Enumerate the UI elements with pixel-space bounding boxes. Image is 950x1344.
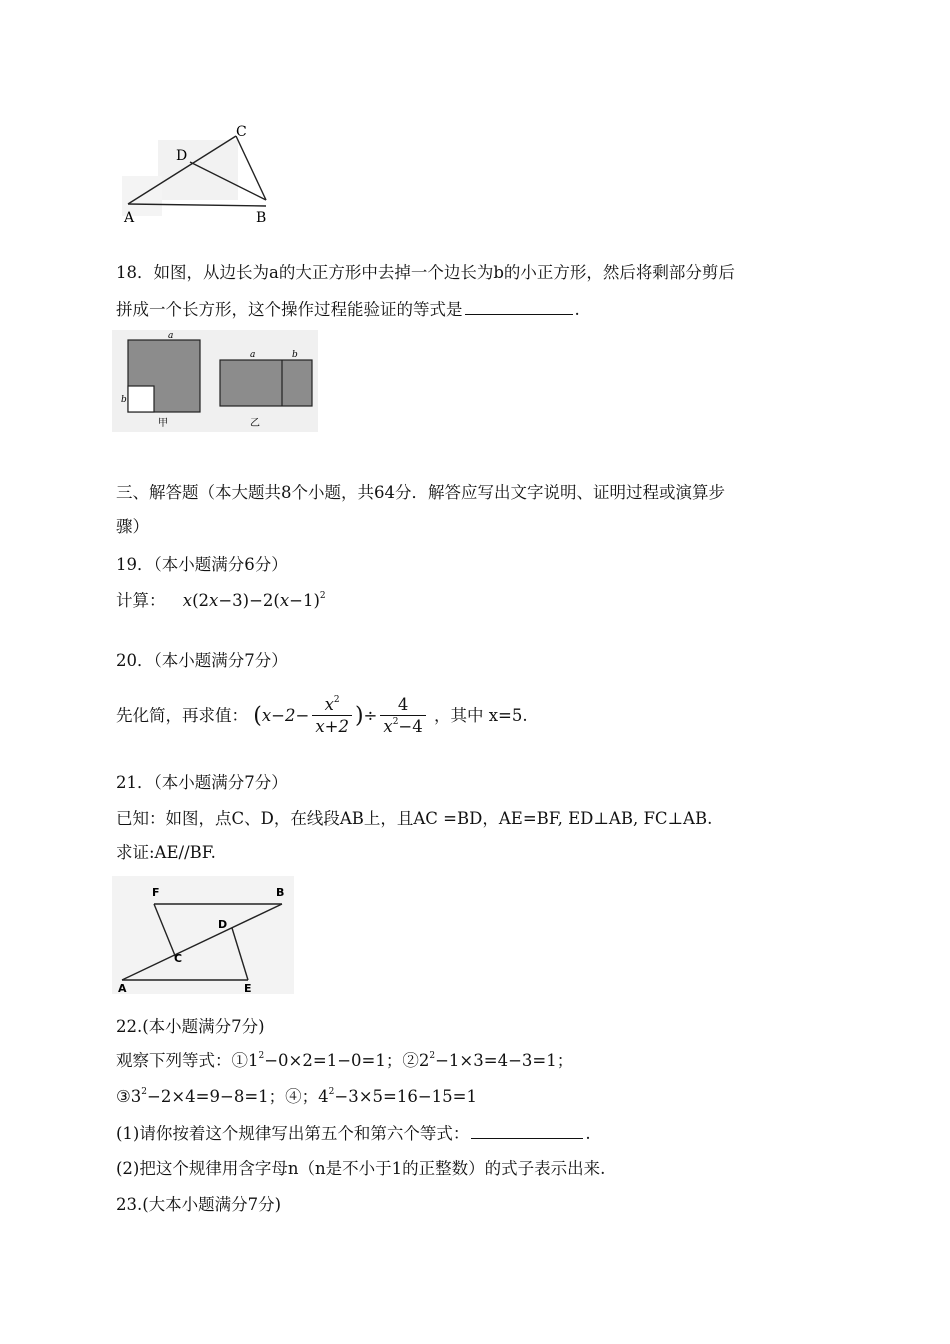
q22-header: 22.(本小题满分7分) — [116, 1017, 265, 1036]
label-e: E — [244, 982, 252, 994]
q22-exp: 2 — [258, 1051, 265, 1061]
q22-line1-a: 观察下列等式：①1 — [116, 1051, 259, 1070]
q22-exp: 2 — [429, 1051, 436, 1061]
q20-header: 20．（本小题满分7分） — [116, 651, 288, 670]
q22-exp: 2 — [328, 1087, 335, 1097]
q22-line1-c: −1×3=4−3=1； — [435, 1051, 574, 1070]
q21-line1: 已知：如图，点C、D，在线段AB上，且AC =BD，AE=BF, ED⊥AB, FC⊥AB. — [116, 809, 713, 828]
q20-div: ÷ — [363, 706, 378, 725]
q22-line1 — [116, 1050, 573, 1072]
q20-expression: (x−2− $\frac{x^2}{x+2}$ )÷ $\frac{4}{x^2-4}$ — [253, 706, 434, 725]
q21-figure — [112, 876, 294, 994]
q21-header: 21．（本小题满分7分） — [116, 773, 288, 792]
q18-line2-text: 拼成一个长方形，这个操作过程能验证的等式是 — [116, 300, 463, 319]
q20-exp: 2 — [392, 717, 399, 727]
q20-prefix: 先化简，再求值： — [116, 706, 248, 725]
q22-line2-c: −3×5=16−15=1 — [334, 1087, 478, 1106]
q19-part: −1) — [289, 591, 320, 610]
q22-line2-a: ③3 — [116, 1087, 142, 1106]
q22-line1-b: −0×2=1−0=1；②2 — [264, 1051, 430, 1070]
right-label-b: b — [292, 350, 298, 360]
q20-expression-line — [116, 694, 528, 739]
q20-exp: 2 — [333, 695, 340, 705]
q20-fraction-1 — [312, 695, 352, 738]
label-a: A — [118, 982, 127, 994]
q22-exp: 2 — [141, 1087, 148, 1097]
q19-part: −3)−2( — [218, 591, 280, 610]
squares-figure — [112, 330, 318, 432]
section3-line1: 三、解答题（本大题共8个小题，共64分．解答应写出文字说明、证明过程或演算步 — [116, 483, 725, 502]
q22-line2 — [116, 1086, 477, 1108]
q22-part1 — [116, 1122, 591, 1145]
left-caption: 甲 — [158, 418, 168, 429]
q20-den2-tail: −4 — [398, 717, 423, 736]
label-c: C — [174, 952, 183, 965]
q20-num1: x — [324, 695, 334, 714]
q22-part1-end: . — [585, 1124, 591, 1143]
q20-part: x−2− — [261, 706, 310, 725]
label-b: B — [256, 210, 267, 226]
q22-part2: (2)把这个规律用含字母n（n是不小于1的正整数）的式子表示出来. — [116, 1159, 606, 1178]
q20-den1: x+2 — [315, 717, 349, 736]
q20-den2: x — [383, 717, 393, 736]
q22-part1-text: (1)请你按着这个规律写出第五个和第六个等式： — [116, 1124, 470, 1143]
label-d: D — [176, 148, 188, 164]
q20-num2: 4 — [380, 695, 425, 716]
q19-part: (2 — [192, 591, 209, 610]
label-d: D — [218, 918, 228, 931]
q19-expression — [183, 591, 326, 610]
q19-exponent: 2 — [319, 591, 326, 601]
right-caption: 乙 — [250, 418, 260, 429]
section3-line2: 骤） — [116, 517, 149, 536]
q18-line1: 18．如图，从边长为a的大正方形中去掉一个边长为b的小正方形，然后将剩部分剪后 — [116, 263, 735, 282]
q19-var: x — [209, 591, 219, 610]
q23-header: 23.(大本小题满分7分) — [116, 1195, 282, 1214]
left-label-a: a — [168, 331, 174, 341]
q20-fraction-2 — [380, 695, 425, 738]
q18-line2 — [116, 298, 580, 321]
answer-blank-18 — [465, 298, 573, 315]
q19-expression-line — [116, 590, 326, 612]
label-a: A — [124, 210, 135, 226]
answer-blank-22 — [471, 1122, 583, 1139]
label-f: F — [152, 886, 160, 899]
label-c: C — [236, 124, 247, 140]
q19-prefix: 计算： — [116, 591, 166, 610]
q19-header: 19．（本小题满分6分） — [116, 555, 288, 574]
q22-line2-b: −2×4=9−8=1；④；4 — [147, 1087, 329, 1106]
q19-var: x — [279, 591, 290, 610]
right-label-a: a — [250, 350, 256, 360]
left-label-b: b — [121, 395, 127, 405]
triangle-figure — [118, 122, 278, 226]
label-b: B — [276, 886, 285, 899]
q18-line2-end: . — [574, 300, 580, 319]
q19-var: x — [182, 591, 193, 610]
q21-line2: 求证:AE//BF. — [116, 843, 216, 862]
q20-suffix: ，其中 x=5. — [434, 706, 528, 725]
